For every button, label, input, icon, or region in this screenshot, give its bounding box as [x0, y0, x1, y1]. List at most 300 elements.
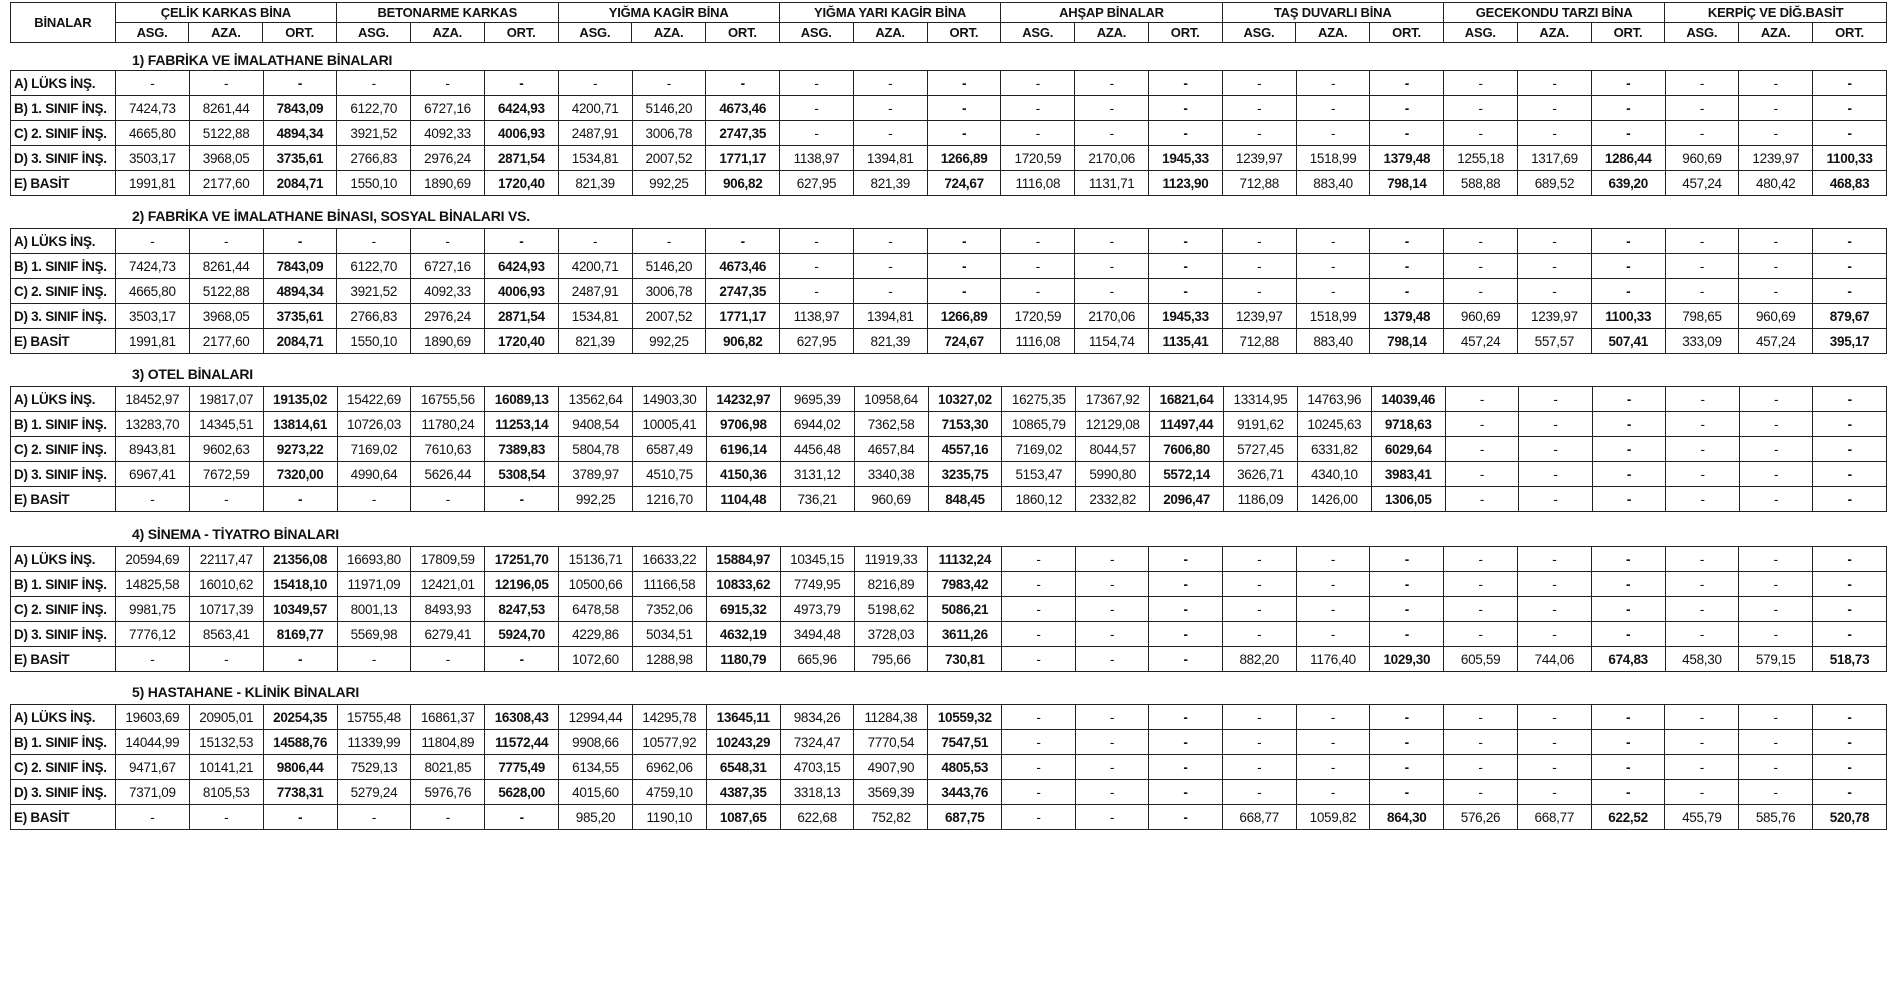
- table-cell: -: [263, 805, 337, 830]
- table-cell: 4703,15: [780, 755, 854, 780]
- table-cell: -: [1296, 705, 1370, 730]
- table-cell: -: [1002, 730, 1076, 755]
- table-cell: 9908,66: [559, 730, 633, 755]
- category-header: KERPİÇ VE DİĞ.BASİT: [1665, 3, 1887, 23]
- table-cell: 4632,19: [706, 622, 780, 647]
- table-cell: 5198,62: [854, 597, 928, 622]
- table-cell: -: [1813, 279, 1887, 304]
- table-cell: 458,30: [1665, 647, 1739, 672]
- table-cell: 1518,99: [1296, 304, 1370, 329]
- table-cell: -: [1002, 597, 1076, 622]
- table-cell: 7738,31: [263, 780, 337, 805]
- table-row: [11, 487, 1887, 512]
- table-cell: 4973,79: [780, 597, 854, 622]
- table-cell: -: [1813, 387, 1887, 412]
- table-cell: -: [1222, 780, 1296, 805]
- table-cell: -: [337, 805, 411, 830]
- table-cell: 10349,57: [263, 597, 337, 622]
- table-cell: 9981,75: [115, 597, 189, 622]
- table-cell: -: [1370, 572, 1444, 597]
- table-cell: -: [1813, 71, 1887, 96]
- table-cell: -: [1665, 622, 1739, 647]
- table-cell: -: [1296, 229, 1370, 254]
- row-label: A) LÜKS İNŞ.: [11, 547, 116, 572]
- table-cell: 2170,06: [1075, 304, 1149, 329]
- table-cell: 1720,59: [1001, 304, 1075, 329]
- table-cell: 724,67: [927, 171, 1001, 196]
- section-title: 3) OTEL BİNALARI: [132, 366, 253, 382]
- table-cell: -: [1518, 254, 1592, 279]
- table-cell: -: [1296, 597, 1370, 622]
- table-cell: 3626,71: [1224, 462, 1298, 487]
- table-cell: -: [1296, 780, 1370, 805]
- table-cell: 7362,58: [854, 412, 928, 437]
- table-cell: 588,88: [1444, 171, 1518, 196]
- table-row: [11, 387, 1887, 412]
- table-cell: 821,39: [558, 329, 632, 354]
- table-cell: 4150,36: [706, 462, 780, 487]
- table-cell: -: [1222, 705, 1296, 730]
- table-cell: 2170,06: [1075, 146, 1149, 171]
- table-cell: 480,42: [1739, 171, 1813, 196]
- table-cell: 15884,97: [706, 547, 780, 572]
- table-cell: 689,52: [1518, 171, 1592, 196]
- table-cell: 4340,10: [1297, 462, 1371, 487]
- table-cell: 1266,89: [927, 304, 1001, 329]
- table-cell: -: [1370, 705, 1444, 730]
- table-cell: 6967,41: [115, 462, 189, 487]
- table-cell: 518,73: [1813, 647, 1887, 672]
- table-cell: -: [1519, 387, 1593, 412]
- table-cell: -: [263, 487, 337, 512]
- table-cell: -: [1149, 547, 1223, 572]
- table-cell: -: [1222, 279, 1296, 304]
- table-cell: 1379,48: [1370, 146, 1444, 171]
- table-cell: 1186,09: [1224, 487, 1298, 512]
- table-cell: 4759,10: [632, 780, 706, 805]
- table-cell: 6424,93: [484, 96, 558, 121]
- table-cell: -: [1222, 71, 1296, 96]
- table-cell: 14825,58: [115, 572, 189, 597]
- table-cell: 5569,98: [337, 622, 411, 647]
- table-cell: 2976,24: [411, 146, 485, 171]
- table-cell: 4092,33: [411, 121, 485, 146]
- subheader-cell: ASG.: [1665, 23, 1739, 43]
- table-cell: -: [337, 487, 411, 512]
- table-cell: 6727,16: [411, 254, 485, 279]
- table-cell: -: [1519, 437, 1593, 462]
- table-cell: -: [1739, 705, 1813, 730]
- table-cell: -: [632, 229, 706, 254]
- table-cell: 3006,78: [632, 121, 706, 146]
- table-cell: -: [1518, 547, 1592, 572]
- table-cell: -: [1002, 572, 1076, 597]
- table-cell: 1135,41: [1149, 329, 1223, 354]
- table-cell: 3318,13: [780, 780, 854, 805]
- table-cell: 7610,63: [411, 437, 485, 462]
- table-row: [11, 597, 1887, 622]
- table-cell: 9718,63: [1371, 412, 1445, 437]
- category-header: ÇELİK KARKAS BİNA: [115, 3, 336, 23]
- table-cell: 7324,47: [780, 730, 854, 755]
- table-row: [11, 329, 1887, 354]
- table-cell: 5122,88: [189, 121, 263, 146]
- table-cell: -: [1075, 597, 1149, 622]
- table-cell: 16693,80: [337, 547, 411, 572]
- table-cell: -: [1296, 96, 1370, 121]
- table-cell: -: [1813, 597, 1887, 622]
- table-cell: 4006,93: [484, 121, 558, 146]
- table-cell: -: [337, 647, 411, 672]
- table-cell: 1550,10: [337, 329, 411, 354]
- table-cell: 16633,22: [632, 547, 706, 572]
- table-cell: -: [1813, 229, 1887, 254]
- table-cell: -: [1370, 229, 1444, 254]
- table-cell: -: [1518, 622, 1592, 647]
- table-cell: -: [1592, 437, 1666, 462]
- table-cell: 5727,45: [1224, 437, 1298, 462]
- table-cell: -: [1002, 805, 1076, 830]
- table-cell: -: [1591, 547, 1665, 572]
- table-cell: -: [1813, 622, 1887, 647]
- table-cell: 3503,17: [115, 146, 189, 171]
- table-cell: -: [484, 229, 558, 254]
- table-cell: 15755,48: [337, 705, 411, 730]
- table-cell: 11284,38: [854, 705, 928, 730]
- subheader-cell: ORT.: [706, 23, 780, 43]
- table-cell: 9471,67: [115, 755, 189, 780]
- table-cell: -: [1665, 547, 1739, 572]
- table-cell: -: [1666, 437, 1740, 462]
- table-cell: 8169,77: [263, 622, 337, 647]
- category-header: YIĞMA YARI KAGİR BİNA: [779, 3, 1001, 23]
- table-cell: -: [1222, 96, 1296, 121]
- table-cell: 9602,63: [189, 437, 263, 462]
- table-row: [11, 755, 1887, 780]
- table-cell: 906,82: [706, 329, 780, 354]
- section-title: 1) FABRİKA VE İMALATHANE BİNALARI: [132, 52, 393, 68]
- table-cell: 19135,02: [263, 387, 337, 412]
- table-cell: -: [853, 254, 927, 279]
- table-cell: 7352,06: [632, 597, 706, 622]
- table-cell: 668,77: [1517, 805, 1591, 830]
- section-title: 2) FABRİKA VE İMALATHANE BİNASI, SOSYAL BİNALARI VS.: [132, 208, 530, 224]
- table-cell: 1138,97: [780, 146, 854, 171]
- table-cell: 1720,59: [1001, 146, 1075, 171]
- table-cell: 12129,08: [1076, 412, 1150, 437]
- table-cell: 11253,14: [485, 412, 559, 437]
- table-cell: 1991,81: [115, 329, 189, 354]
- table-cell: -: [1444, 755, 1518, 780]
- table-cell: 1288,98: [632, 647, 706, 672]
- table-cell: -: [927, 96, 1001, 121]
- table-cell: -: [780, 229, 854, 254]
- table-cell: 9706,98: [706, 412, 780, 437]
- table-cell: -: [1665, 572, 1739, 597]
- table-cell: -: [1296, 121, 1370, 146]
- table-cell: 3728,03: [854, 622, 928, 647]
- row-label: D) 3. SINIF İNŞ.: [11, 622, 116, 647]
- table-cell: 11919,33: [854, 547, 928, 572]
- table-cell: -: [1813, 437, 1887, 462]
- table-cell: -: [1001, 254, 1075, 279]
- table-cell: 7672,59: [189, 462, 263, 487]
- table-cell: -: [1075, 229, 1149, 254]
- table-cell: 1216,70: [633, 487, 707, 512]
- table-cell: 4657,84: [854, 437, 928, 462]
- table-cell: -: [1517, 780, 1591, 805]
- table-cell: -: [853, 96, 927, 121]
- corner-label: BİNALAR: [11, 3, 116, 43]
- table-cell: -: [484, 71, 558, 96]
- table-cell: 8261,44: [189, 96, 263, 121]
- row-label: A) LÜKS İNŞ.: [11, 705, 116, 730]
- row-label: D) 3. SINIF İNŞ.: [11, 304, 116, 329]
- table-cell: -: [1665, 254, 1739, 279]
- table-cell: 14295,78: [632, 705, 706, 730]
- table-cell: 6587,49: [633, 437, 707, 462]
- table-cell: 1720,40: [484, 329, 558, 354]
- row-label: B) 1. SINIF İNŞ.: [11, 572, 116, 597]
- table-cell: -: [1445, 437, 1519, 462]
- table-cell: 6122,70: [337, 96, 411, 121]
- table-cell: 3494,48: [780, 622, 854, 647]
- table-cell: 2007,52: [632, 304, 706, 329]
- row-label: A) LÜKS İNŞ.: [11, 387, 116, 412]
- table-cell: 16308,43: [485, 705, 559, 730]
- table-cell: -: [263, 71, 337, 96]
- row-label: E) BASİT: [11, 647, 116, 672]
- table-cell: -: [1591, 121, 1665, 146]
- table-row: [11, 647, 1887, 672]
- table-cell: -: [1666, 462, 1740, 487]
- table-cell: -: [1518, 597, 1592, 622]
- table-cell: -: [1296, 254, 1370, 279]
- table-cell: 5122,88: [189, 279, 263, 304]
- table-cell: -: [1075, 622, 1149, 647]
- table-cell: -: [632, 71, 706, 96]
- table-cell: 10345,15: [780, 547, 854, 572]
- table-cell: -: [1591, 229, 1665, 254]
- table-cell: -: [411, 805, 485, 830]
- table-cell: 7776,12: [115, 622, 189, 647]
- table-cell: -: [1813, 121, 1887, 146]
- table-cell: -: [1739, 622, 1813, 647]
- table-cell: 576,26: [1444, 805, 1518, 830]
- table-cell: 3235,75: [928, 462, 1002, 487]
- header-category-row: [11, 3, 1887, 23]
- table-cell: 13562,64: [559, 387, 633, 412]
- table-cell: 12196,05: [485, 572, 559, 597]
- table-cell: -: [1149, 622, 1223, 647]
- table-cell: -: [1739, 597, 1813, 622]
- table-cell: 5990,80: [1076, 462, 1150, 487]
- table-cell: 7153,30: [928, 412, 1002, 437]
- table-cell: -: [337, 71, 411, 96]
- table-cell: 12994,44: [559, 705, 633, 730]
- section-title: 4) SİNEMA - TİYATRO BİNALARI: [132, 526, 339, 542]
- table-cell: -: [1813, 572, 1887, 597]
- category-header: GECEKONDU TARZI BİNA: [1443, 3, 1665, 23]
- table-cell: -: [1370, 780, 1444, 805]
- table-cell: 1072,60: [559, 647, 633, 672]
- table-cell: -: [1075, 96, 1149, 121]
- table-cell: 20905,01: [189, 705, 263, 730]
- table-cell: 4894,34: [263, 121, 337, 146]
- table-cell: 8216,89: [854, 572, 928, 597]
- table-cell: -: [1075, 780, 1149, 805]
- table-cell: 882,20: [1222, 647, 1296, 672]
- table-cell: 1100,33: [1591, 304, 1665, 329]
- table-cell: -: [853, 121, 927, 146]
- table-cell: 3340,38: [854, 462, 928, 487]
- table-cell: -: [1075, 71, 1149, 96]
- section-table: [10, 546, 1887, 672]
- table-cell: 906,82: [706, 171, 780, 196]
- table-cell: 11132,24: [928, 547, 1002, 572]
- table-cell: 960,69: [1444, 304, 1518, 329]
- table-cell: -: [1591, 755, 1665, 780]
- table-cell: -: [1739, 71, 1813, 96]
- table-cell: 10500,66: [559, 572, 633, 597]
- table-cell: 5804,78: [559, 437, 633, 462]
- table-cell: 639,20: [1591, 171, 1665, 196]
- table-row: [11, 171, 1887, 196]
- table-cell: -: [115, 805, 189, 830]
- table-cell: -: [1075, 705, 1149, 730]
- table-row: [11, 279, 1887, 304]
- table-cell: 19817,07: [189, 387, 263, 412]
- table-cell: 15418,10: [263, 572, 337, 597]
- table-cell: -: [1444, 121, 1518, 146]
- table-cell: 2096,47: [1150, 487, 1224, 512]
- table-cell: -: [1296, 572, 1370, 597]
- table-cell: -: [780, 96, 854, 121]
- table-cell: 992,25: [559, 487, 633, 512]
- table-cell: 724,67: [927, 329, 1001, 354]
- table-cell: -: [1075, 805, 1149, 830]
- table-cell: 2332,82: [1076, 487, 1150, 512]
- table-cell: -: [189, 71, 263, 96]
- table-cell: -: [1149, 71, 1223, 96]
- table-cell: 585,76: [1739, 805, 1813, 830]
- table-cell: -: [1813, 412, 1887, 437]
- table-cell: 10726,03: [337, 412, 411, 437]
- table-cell: -: [558, 71, 632, 96]
- table-cell: -: [1665, 730, 1739, 755]
- table-cell: 7770,54: [854, 730, 928, 755]
- table-cell: 6727,16: [411, 96, 485, 121]
- table-cell: 11166,58: [632, 572, 706, 597]
- row-label: B) 1. SINIF İNŞ.: [11, 730, 116, 755]
- table-cell: -: [1370, 547, 1444, 572]
- row-label: A) LÜKS İNŞ.: [11, 71, 116, 96]
- table-cell: -: [485, 647, 559, 672]
- table-cell: -: [927, 121, 1001, 146]
- table-cell: -: [1739, 387, 1813, 412]
- table-cell: -: [1001, 229, 1075, 254]
- table-cell: 4990,64: [337, 462, 411, 487]
- table-cell: 4015,60: [559, 780, 633, 805]
- table-cell: 605,59: [1444, 647, 1518, 672]
- table-cell: 10243,29: [706, 730, 780, 755]
- table-cell: -: [1075, 279, 1149, 304]
- table-cell: -: [1296, 622, 1370, 647]
- table-cell: -: [1739, 547, 1813, 572]
- table-cell: 8044,57: [1076, 437, 1150, 462]
- table-cell: 1123,90: [1149, 171, 1223, 196]
- table-cell: -: [1444, 254, 1518, 279]
- table-row: [11, 96, 1887, 121]
- table-cell: 665,96: [780, 647, 854, 672]
- table-cell: -: [1296, 71, 1370, 96]
- table-cell: 7843,09: [263, 254, 337, 279]
- table-cell: -: [1665, 71, 1739, 96]
- table-cell: -: [1444, 780, 1518, 805]
- subheader-cell: ORT.: [484, 23, 558, 43]
- table-cell: 520,78: [1812, 805, 1886, 830]
- row-label: B) 1. SINIF İNŞ.: [11, 412, 116, 437]
- table-cell: -: [706, 229, 780, 254]
- table-cell: 6279,41: [411, 622, 485, 647]
- subheader-cell: AZA.: [632, 23, 706, 43]
- table-cell: -: [1002, 755, 1076, 780]
- table-cell: -: [1444, 279, 1518, 304]
- subheader-cell: AZA.: [189, 23, 263, 43]
- table-cell: -: [1075, 572, 1149, 597]
- table-cell: 557,57: [1518, 329, 1592, 354]
- subheader-cell: ASG.: [337, 23, 411, 43]
- table-cell: -: [1149, 254, 1223, 279]
- table-cell: -: [411, 487, 485, 512]
- table-cell: 736,21: [780, 487, 854, 512]
- table-cell: 10958,64: [854, 387, 928, 412]
- table-cell: 1029,30: [1370, 647, 1444, 672]
- table-cell: 6122,70: [337, 254, 411, 279]
- table-cell: 14044,99: [115, 730, 189, 755]
- subheader-cell: ORT.: [1148, 23, 1222, 43]
- table-cell: 5153,47: [1002, 462, 1076, 487]
- table-cell: -: [115, 487, 189, 512]
- subheader-cell: AZA.: [1739, 23, 1813, 43]
- subheader-cell: ASG.: [1001, 23, 1075, 43]
- table-cell: 14232,97: [706, 387, 780, 412]
- table-cell: 864,30: [1370, 805, 1444, 830]
- table-cell: 1771,17: [706, 146, 780, 171]
- table-cell: -: [1665, 96, 1739, 121]
- table-cell: 3735,61: [263, 146, 337, 171]
- row-label: C) 2. SINIF İNŞ.: [11, 121, 116, 146]
- table-cell: 730,81: [928, 647, 1002, 672]
- table-row: [11, 146, 1887, 171]
- table-cell: -: [1739, 572, 1813, 597]
- table-cell: 6548,31: [706, 755, 780, 780]
- table-cell: 2871,54: [484, 146, 558, 171]
- table-cell: 10559,32: [928, 705, 1002, 730]
- table-cell: -: [1517, 755, 1591, 780]
- category-header: AHŞAP BİNALAR: [1001, 3, 1222, 23]
- table-cell: 674,83: [1591, 647, 1665, 672]
- table-cell: 1890,69: [411, 171, 485, 196]
- table-cell: 1720,40: [484, 171, 558, 196]
- table-cell: -: [927, 71, 1001, 96]
- table-cell: 8493,93: [411, 597, 485, 622]
- row-label: E) BASİT: [11, 171, 116, 196]
- table-cell: 2177,60: [189, 171, 263, 196]
- table-cell: -: [853, 229, 927, 254]
- table-cell: -: [1518, 71, 1592, 96]
- table-cell: 7529,13: [337, 755, 411, 780]
